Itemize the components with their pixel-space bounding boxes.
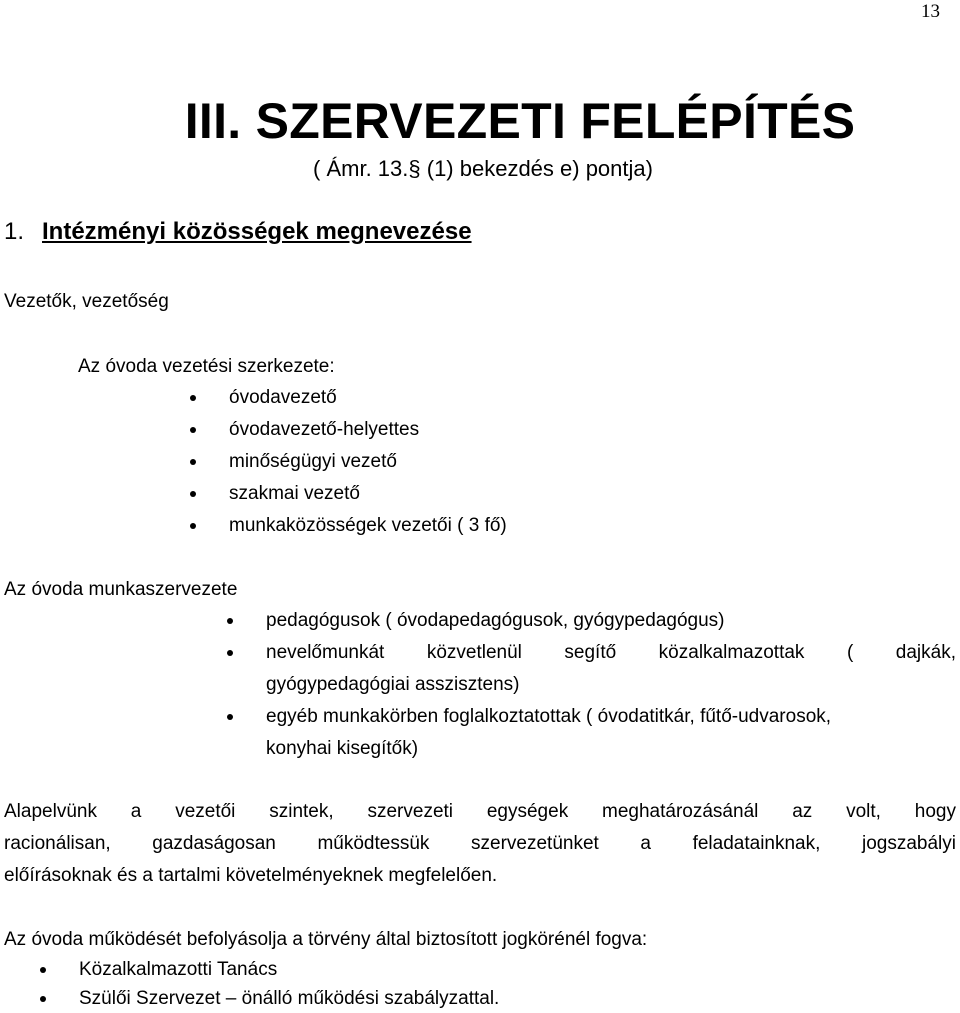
- list-item: Szülői Szervezet – önálló működési szabályzattal.: [79, 988, 500, 1009]
- page-title: III. SZERVEZETI FELÉPÍTÉS: [184, 93, 856, 149]
- list-item: egyéb munkakörben foglalkoztatottak ( óvodatitkár, fűtő-udvarosok,: [266, 706, 832, 727]
- workforce-intro: Az óvoda munkaszervezete: [4, 579, 238, 600]
- leaders-heading: Vezetők, vezetőség: [4, 291, 169, 312]
- section-number: 1.: [4, 218, 25, 245]
- list-item: minőségügyi vezető: [229, 451, 397, 472]
- paragraph-line: előírásoknak és a tartalmi követelményeknek megfelelően.: [4, 865, 498, 886]
- list-item: óvodavezető-helyettes: [229, 419, 420, 440]
- paragraph-line: Alapelvünk a vezetői szintek, szervezeti egységek meghatározásánál az volt, hogy: [4, 801, 956, 822]
- page-number: 13: [921, 1, 940, 22]
- list-item: szakmai vezető: [229, 483, 360, 504]
- section-heading: [4, 218, 472, 246]
- list-item: munkaközösségek vezetői ( 3 fő): [229, 515, 507, 536]
- paragraph-line: racionálisan, gazdaságosan működtessük szervezetünket a feladatainknak, jogszabályi: [4, 833, 956, 854]
- list-item: óvodavezető: [229, 387, 337, 408]
- list-item: pedagógusok ( óvodapedagógusok, gyógypedagógus): [266, 610, 725, 631]
- law-intro: Az óvoda működését befolyásolja a törvény által biztosított jogkörénél fogva:: [4, 929, 648, 950]
- page-subtitle: ( Ámr. 13.§ (1) bekezdés e) pontja): [313, 156, 653, 181]
- list-item-continuation: konyhai kisegítők): [266, 738, 419, 759]
- list-item: nevelőmunkát közvetlenül segítő közalkalmazottak ( dajkák,: [266, 642, 956, 663]
- list-item-continuation: gyógypedagógiai asszisztens): [266, 674, 520, 695]
- section-title: Intézményi közösségek megnevezése: [42, 218, 472, 245]
- leadership-intro: Az óvoda vezetési szerkezete:: [78, 356, 335, 377]
- list-item: Közalkalmazotti Tanács: [79, 959, 278, 980]
